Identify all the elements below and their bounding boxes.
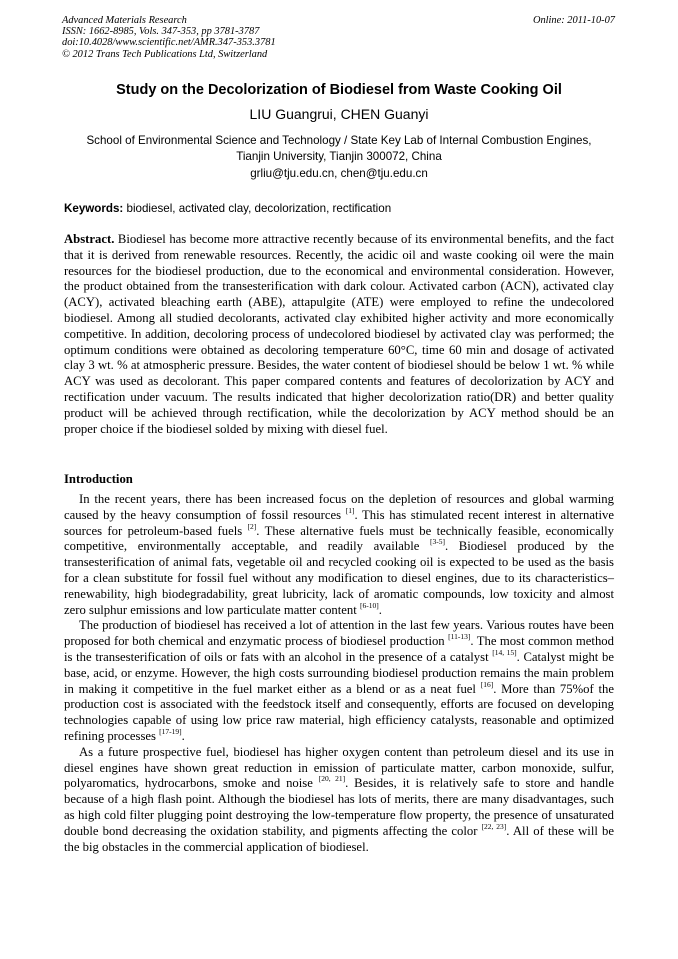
- doi-line: doi:10.4028/www.scientific.net/AMR.347-353.3781: [62, 37, 276, 49]
- section-heading-introduction: Introduction: [64, 472, 133, 486]
- text-run: . Catalyst might be base, acid, or enzyme. However, the high costs surrounding biodiesel production remains the main problem in making it competitive in the fuel market either as a blend or as a neat fuel: [64, 649, 614, 696]
- introduction-body: [64, 492, 614, 855]
- keywords-label: Keywords:: [64, 202, 124, 215]
- citation: [20, 21]: [318, 774, 346, 784]
- text-run: . More than 75%of the production cost is associated with the feedstock itself and consequently, efforts are focused on developing technologies capable of using low price raw material, high efficiency catalysts, reasonable and optimized refining processes: [64, 681, 614, 743]
- affiliation-line-1: School of Environmental Science and Technology / State Key Lab of Internal Combustion Engines,: [86, 134, 592, 147]
- copyright-line: © 2012 Trans Tech Publications Ltd, Switzerland: [62, 48, 268, 60]
- intro-paragraph-2: [64, 618, 614, 744]
- abstract-label: Abstract.: [64, 232, 115, 246]
- citation: [6-10]: [359, 600, 379, 610]
- text-run: . The most common method is the transesterification of oils or fats with an alcohol in the presence of a catalyst: [64, 634, 614, 664]
- intro-paragraph-3: [64, 745, 614, 856]
- authors: LIU Guangrui, CHEN Guanyi: [249, 106, 429, 122]
- text-run: .: [181, 728, 185, 743]
- text-run: . Besides, it is relatively safe to store and handle because of a high flash point. Although the biodiesel has lots of merits, there are many disadvantages, such as high cold filter plugging point destroying the low-temperature flow property, the presence of unsaturated double bond decreasing the oxidation stability, and pigments affecting the color: [64, 776, 614, 838]
- intro-paragraph-1: [64, 492, 614, 618]
- text-run: As a future prospective fuel, biodiesel has higher oxygen content than petroleum diesel and its use in diesel engines have shown great reduction in emission of particulate matter, carbon monoxide, sulfur, polyaromatics, hydrocarbons, smoke and noise: [64, 744, 614, 791]
- citation: [1]: [345, 505, 355, 515]
- text-run: .: [378, 602, 382, 617]
- text-run: . All of these will be the big obstacles in the commercial application of biodiesel.: [64, 823, 614, 854]
- author-emails: grliu@tju.edu.cn, chen@tju.edu.cn: [250, 167, 428, 180]
- issn-line: ISSN: 1662-8985, Vols. 347-353, pp 3781-3787: [62, 26, 260, 38]
- abstract-text: Biodiesel has become more attractive recently because of its environmental benefits, and the fact that it is derived from renewable resources. Recently, the acidic oil and waste cooking oil were the main resources for the biodiesel production, due to the economical and environmental consideration. However, the product obtained from the transesterification with dark colour. Activated carbon (ACN), activated clay (ACY), activated bleaching earth (ABE), attapulgite (ATE) were employed to refine the undecolored biodiesel. Among all studied decolorants, activated clay exhibited higher activity and more economically competitive. In addition, decoloring process of undecolored biodiesel by activated clay was performed; the optimum conditions were obtained as decoloring temperature 60°C, time 60 min and dosage of activated clay 3 wt. % at atmospheric pressure. Besides, the water content of biodiesel should be below 1 wt. % while ACY was used as decolorant. This paper compared contents and features of decolorization by ACY and rectification under vacuum. The results indicated that higher decolorization ratio(DR) and better quality product will be achieved through rectification, while the decolorization by ACY method should be an proper choice if the biodiesel solded by mixing with diesel fuel.: [64, 232, 614, 436]
- text-run: . This has stimulated recent interest in alternative sources for petroleum-based fuels: [64, 507, 614, 538]
- text-run: . Biodiesel produced by the transesterification of animal fats, vegetable oil and recycled cooking oil is expected to be used as the basis for a clean substitute for fossil fuel without any modification to diesel engines, due to its characteristics–renewability, high biodegradability, great lubricity, lack of aromatic compounds, low toxicity and almost zero sulphur emissions and low particulate matter content: [64, 539, 614, 617]
- affiliation: [40, 133, 638, 165]
- keywords: [64, 202, 616, 215]
- online-date: Online: 2011-10-07: [532, 15, 615, 26]
- citation: [14, 15]: [492, 647, 517, 657]
- text-run: In the recent years, there has been increased focus on the depletion of resources and global warming caused by the heavy consumption of fossil resources: [64, 492, 614, 522]
- citation: [17-19]: [159, 726, 182, 736]
- journal-header: [62, 15, 615, 60]
- paper-title: Study on the Decolorization of Biodiesel from Waste Cooking Oil: [116, 82, 562, 98]
- keywords-text: biodiesel, activated clay, decolorization, rectification: [123, 202, 392, 215]
- abstract: [64, 232, 614, 437]
- journal-name: Advanced Materials Research: [62, 15, 187, 26]
- citation: [2]: [247, 521, 257, 531]
- citation: [16]: [480, 679, 494, 689]
- text-run: The production of biodiesel has received a lot of attention in the last few years. Various routes have been proposed for both chemical and enzymatic process of biodiesel production: [64, 618, 614, 649]
- citation: [3-5]: [430, 537, 445, 547]
- citation: [22, 23]: [481, 821, 507, 831]
- affiliation-line-2: Tianjin University, Tianjin 300072, China: [236, 150, 442, 163]
- text-run: . These alternative fuels must be technically feasible, economically competitive, environmentally acceptable, and readily available: [64, 523, 614, 554]
- citation: [11-13]: [448, 632, 471, 642]
